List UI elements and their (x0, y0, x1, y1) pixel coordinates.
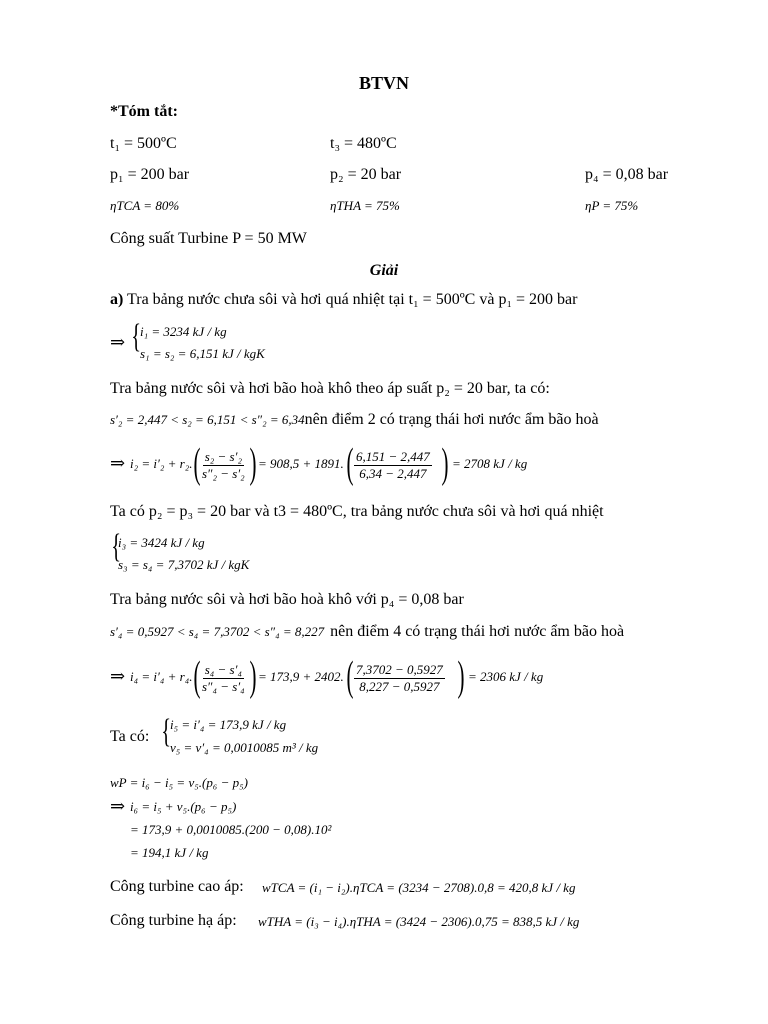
summary-eta-tha: ηTHA = 75% (330, 198, 400, 213)
i2-num: 6,151 − 2,447 (356, 449, 430, 464)
eq-s1: s₁ = s₂ = 6,151 kJ / kgK (140, 346, 265, 361)
summary-t3: t₃ = 480ºC (330, 135, 397, 152)
line-p3: Ta có p₂ = p₃ = 20 bar và t3 = 480ºC, tra bảng nước chưa sôi và hơi quá nhiệt (110, 503, 604, 520)
summary-t1: t₁ = 500ºC (110, 135, 177, 152)
summary-power: Công suất Turbine P = 50 MW (110, 230, 307, 247)
eq-i3: i₃ = 3424 kJ / kg (118, 535, 205, 550)
i2-frac-num: s₂ − s′₂ (204, 449, 242, 464)
ineq-4: s′₄ = 0,5927 < s₄ = 7,3702 < s″₄ = 8,227 (110, 624, 325, 639)
i4-num: 7,3702 − 0,5927 (356, 662, 443, 677)
summary-heading: *Tóm tắt: (110, 103, 178, 120)
tca-equation: wTCA = (i₁ − i₂).ηTCA = (3234 − 2708).0,8 = 420,8 kJ / kg (262, 880, 576, 895)
i4-paren-left: ( (193, 654, 201, 700)
wp-line-4: = 194,1 kJ / kg (130, 845, 209, 860)
wp-line-1: wP = i₆ − i₅ = v₅.(p₆ − p₅) (110, 775, 248, 790)
i2-frac-den: s″₂ − s′₂ (202, 466, 245, 481)
ineq-2-text: nên điểm 2 có trạng thái hơi nước ẩm bão hoà (304, 411, 599, 428)
eq-i1: i₁ = 3234 kJ / kg (140, 324, 227, 339)
eq-s3: s₃ = s₄ = 7,3702 kJ / kgK (118, 557, 250, 572)
i4-lhs: i₄ = i′₄ + r₄. (130, 669, 193, 684)
tha-label: Công turbine hạ áp: (110, 912, 237, 929)
i2-lhs: i₂ = i′₂ + r₂. (130, 456, 193, 471)
solution-heading: Giải (369, 262, 399, 279)
part-a-label: a) (110, 291, 124, 308)
tha-equation: wTHA = (i₃ − i₄).ηTHA = (3424 − 2306).0,75 = 838,5 kJ / kg (258, 914, 580, 929)
implies-6: ⇒ (110, 796, 126, 816)
summary-eta-p: ηP = 75% (585, 198, 639, 213)
ineq-4-line (110, 624, 624, 640)
implies-1: ⇒ (110, 332, 126, 352)
summary-p1: p₁ = 200 bar (110, 166, 190, 183)
brace-3: { (111, 528, 122, 565)
tca-label: Công turbine cao áp: (110, 878, 244, 895)
i2-result: = 2708 kJ / kg (452, 456, 528, 471)
summary-eta-tca: ηTCA = 80% (110, 198, 180, 213)
i4-frac-den: s″₄ − s′₄ (202, 679, 245, 694)
ineq-2: s′₂ = 2,447 < s₂ = 6,151 < s″₂ = 6,34 (110, 412, 305, 427)
eq-v5: v₅ = v′₄ = 0,0010085 m³ / kg (170, 740, 319, 755)
i2-frac (200, 449, 247, 482)
i2-paren-right: ) (249, 441, 257, 487)
i2-paren2-left: ( (346, 441, 354, 487)
line-tra-4: Tra bảng nước sôi và hơi bão hoà khô với p₄ = 0,08 bar (110, 591, 464, 608)
implies-4: ⇒ (110, 666, 126, 686)
i4-frac (200, 662, 247, 695)
i2-den: 6,34 − 2,447 (359, 466, 427, 481)
i2-value-frac (354, 449, 432, 482)
summary-p4: p₄ = 0,08 bar (585, 166, 669, 183)
wp-line-2: i₆ = i₅ + v₅.(p₆ − p₅) (130, 799, 237, 814)
implies-2: ⇒ (110, 453, 126, 473)
i4-paren2-right: ) (457, 654, 465, 700)
page-title: BTVN (358, 73, 409, 93)
i4-paren2-left: ( (346, 654, 354, 700)
brace-5: { (161, 713, 172, 750)
i2-paren-left: ( (193, 441, 201, 487)
i2-paren2-right: ) (441, 441, 449, 487)
taco-label: Ta có: (110, 728, 150, 745)
summary-p2: p₂ = 20 bar (330, 166, 402, 183)
i4-den: 8,227 − 0,5927 (359, 679, 440, 694)
wp-line-3: = 173,9 + 0,0010085.(200 − 0,08).10² (130, 822, 332, 837)
ineq-2-line (110, 412, 599, 428)
part-a-text: Tra bảng nước chưa sôi và hơi quá nhiệt tại t₁ = 500ºC và p₁ = 200 bar (123, 291, 578, 308)
i4-frac-num: s₄ − s′₄ (204, 662, 242, 677)
i4-mid: = 173,9 + 2402. (258, 669, 344, 684)
ineq-4-text: nên điểm 4 có trạng thái hơi nước ẩm bão hoà (330, 623, 625, 640)
i4-result: = 2306 kJ / kg (468, 669, 544, 684)
i4-value-frac (354, 662, 445, 695)
part-a-line (110, 292, 577, 308)
i4-paren-right: ) (249, 654, 257, 700)
i2-mid: = 908,5 + 1891. (258, 456, 344, 471)
line-tra-2: Tra bảng nước sôi và hơi bão hoà khô theo áp suất p₂ = 20 bar, ta có: (110, 380, 550, 397)
brace-1: { (131, 318, 142, 355)
eq-i5: i₅ = i′₄ = 173,9 kJ / kg (170, 717, 287, 732)
